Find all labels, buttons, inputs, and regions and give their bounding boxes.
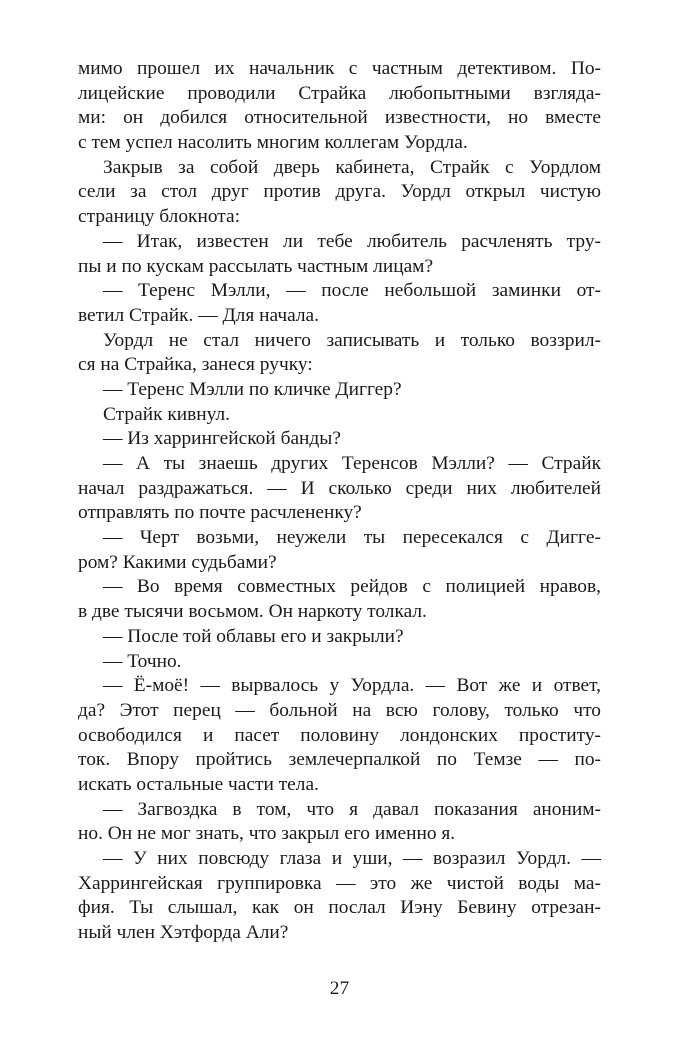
text-line: мимо прошел их начальник с частным детективом. По- <box>78 58 601 79</box>
text-line: в две тысячи восьмом. Он наркоту толкал. <box>78 601 427 623</box>
text-line: да? Этот перец — больной на всю голову, только что <box>78 699 601 721</box>
text-line: искать остальные части тела. <box>78 773 319 795</box>
text-line: — Из харрингейской банды? <box>103 428 341 450</box>
text-line: — Точно. <box>103 650 182 672</box>
text-line: лицейские проводили Страйка любопытными взгляда- <box>78 82 601 104</box>
text-line: освободился и пасет половину лондонских проститу- <box>78 724 601 746</box>
body-text <box>78 57 601 946</box>
text-line: Уордл не стал ничего записывать и только воззрил- <box>103 329 601 351</box>
text-line: ром? Какими судьбами? <box>78 551 277 573</box>
text-line: — Теренс Мэлли, — после небольшой заминки от- <box>103 280 601 302</box>
text-line: ся на Страйка, занеся ручку: <box>78 354 313 376</box>
text-line: Харрингейская группировка — это же чистой воды ма- <box>78 872 601 894</box>
text-line: пы и по кускам рассылать частным лицам? <box>78 255 434 277</box>
text-line: — Итак, известен ли тебе любитель расчленять тру- <box>103 230 601 252</box>
text-line: но. Он не мог знать, что закрыл его именно я. <box>78 823 456 845</box>
text-line: — Черт возьми, неужели ты пересекался с Диггe- <box>103 527 601 549</box>
text-line: с тем успел насолить многим коллегам Уордла. <box>78 132 468 154</box>
text-line: сели за стол друг против друга. Уордл открыл чистую <box>78 181 601 203</box>
text-line: Закрыв за собой дверь кабинета, Страйк с Уордлом <box>103 156 601 178</box>
text-line: ток. Впору пройтись землечерпалкой по Темзе — по- <box>78 749 601 771</box>
text-line: — У них повсюду глаза и уши, — возразил Уордл. — <box>103 848 601 869</box>
text-line: ми: он добился относительной известности, но вместе <box>78 107 601 129</box>
page-number: 27 <box>329 978 350 999</box>
text-line: страницу блокнота: <box>78 206 240 228</box>
text-line: начал раздражаться. — И сколько среди них любителей <box>78 477 601 499</box>
text-line: Страйк кивнул. <box>103 403 231 425</box>
text-line: ветил Страйк. — Для начала. <box>78 304 319 326</box>
text-line: — После той облавы его и закрыли? <box>103 625 404 647</box>
text-line: ный член Хэтфорда Али? <box>78 922 289 944</box>
text-line: — А ты знаешь других Теренсов Мэлли? — Страйк <box>103 453 601 474</box>
text-line: — Ё-моё! — вырвалось у Уордла. — Вот же и ответ, <box>103 675 601 697</box>
text-line: отправлять по почте расчлененку? <box>78 502 362 524</box>
text-line: фия. Ты слышал, как он послал Иэну Бевину отрезан- <box>78 897 601 919</box>
text-line: — Теренс Мэлли по кличке Диггер? <box>103 378 402 400</box>
text-line: — Во время совместных рейдов с полицией нравов, <box>103 576 601 598</box>
text-line: — Загвоздка в том, что я давал показания аноним- <box>103 798 601 820</box>
